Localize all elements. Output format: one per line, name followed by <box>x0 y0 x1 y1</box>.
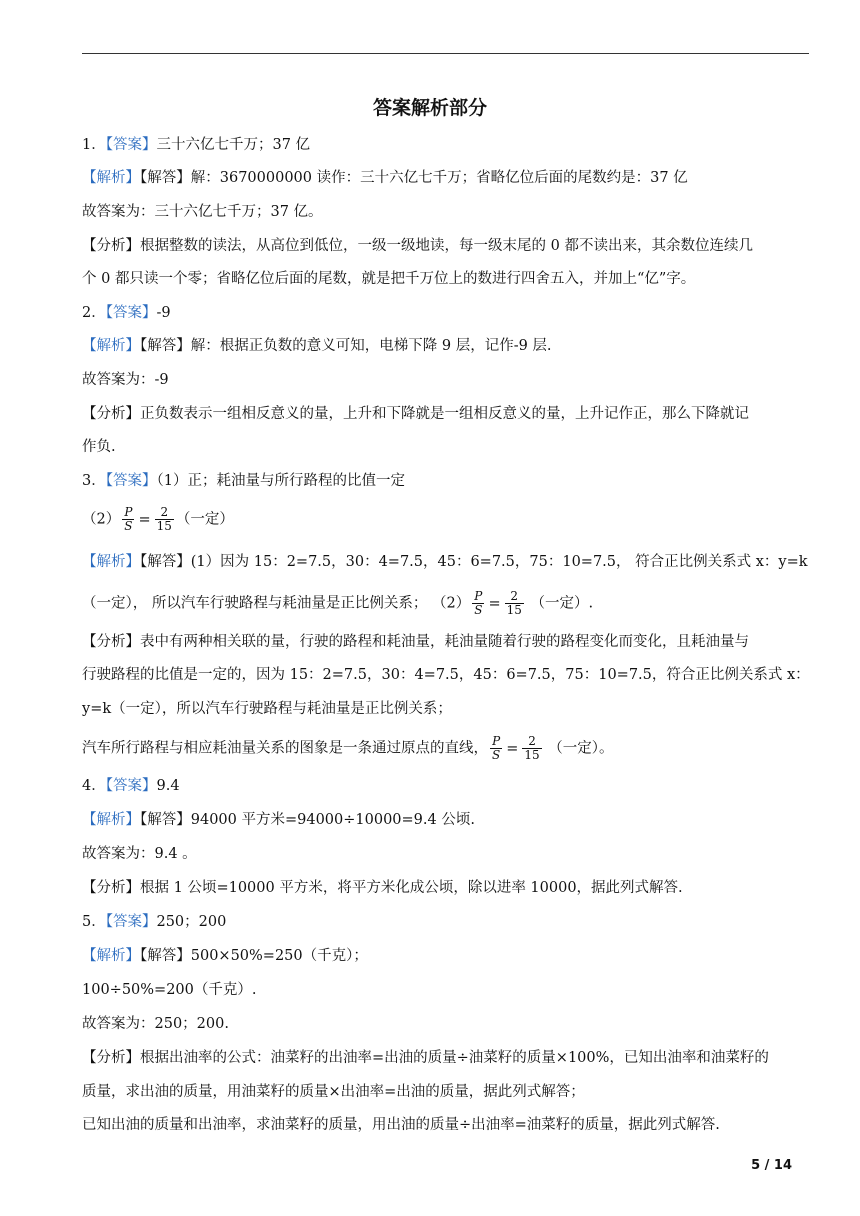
equals-sign: = <box>138 511 151 528</box>
fraction-p-over-s <box>472 590 484 617</box>
q2-jieda: 【解答】解：根据正负数的意义可知，电梯下降 9 层，记作-9 层. <box>140 338 552 354</box>
q1-jieda-line <box>82 168 688 188</box>
q3-answer-2-line <box>82 506 234 533</box>
answer-tag: 【答案】 <box>105 914 157 930</box>
q3-answer-line <box>82 471 405 491</box>
q1-number: 1． <box>82 137 106 153</box>
q5-jieda-line <box>82 946 368 966</box>
q1-analysis-1: 【分析】根据整数的读法，从高位到低位，一级一级地读，每一级末尾的 0 都不读出来，其余数位连续几 <box>82 238 753 254</box>
q3-analysis-4-line <box>82 735 614 762</box>
q3-analysis-4-prefix: 汽车所行路程与相应耗油量关系的图象是一条通过原点的直线， <box>82 740 488 757</box>
frac-numerator: 2 <box>505 590 524 604</box>
q4-answer-line <box>82 776 180 796</box>
q5-analysis-2: 质量，求出油的质量，用油菜籽的质量×出油率=出油的质量，据此列式解答； <box>82 1084 585 1100</box>
frac-denominator: S <box>492 748 501 762</box>
jiexi-tag: 【解析】 <box>82 948 140 964</box>
frac-numerator: P <box>490 735 502 749</box>
q3-analysis-4-suffix: （一定）。 <box>543 740 614 757</box>
frac-numerator: 2 <box>522 735 541 749</box>
frac-denominator: 15 <box>506 603 522 617</box>
frac-numerator: P <box>122 506 134 520</box>
q5-analysis-1: 【分析】根据出油率的公式：油菜籽的出油率=出油的质量÷油菜籽的质量×100%，已知出油率和油菜籽的 <box>82 1050 769 1066</box>
q1-conclusion: 故答案为：三十六亿七千万；37 亿。 <box>82 204 323 220</box>
q5-number: 5． <box>82 914 106 930</box>
q5-conclusion: 故答案为：250；200. <box>82 1016 229 1032</box>
q3-jieda-1: 【解答】(1）因为 15：2=7.5，30：4=7.5，45：6=7.5，75：10=7.5， 符合正比例关系式 x：y=k <box>140 554 808 570</box>
q4-conclusion: 故答案为：9.4 。 <box>82 846 197 862</box>
answer-tag: 【答案】 <box>105 137 157 153</box>
q4-number: 4． <box>82 778 106 794</box>
jiexi-tag: 【解析】 <box>82 338 140 354</box>
q3-jieda-line <box>82 552 808 572</box>
q3-answer-2-suffix: （一定） <box>175 511 234 528</box>
q3-jieda-2-prefix: （一定）， 所以汽车行驶路程与耗油量是正比例关系； （2） <box>82 595 471 612</box>
q1-answer-line <box>82 135 310 155</box>
fraction-2-over-15 <box>505 590 524 617</box>
q5-jieda: 【解答】500×50%=250（千克）； <box>140 948 368 964</box>
fraction-p-over-s <box>490 735 502 762</box>
q2-answer-line <box>82 303 171 323</box>
jiexi-tag: 【解析】 <box>82 812 140 828</box>
q3-jieda-2-suffix: （一定）. <box>525 595 594 612</box>
q3-analysis-1: 【分析】表中有两种相关联的量，行驶的路程和耗油量，耗油量随着行驶的路程变化而变化，且耗油量与 <box>82 634 749 650</box>
q2-analysis-2: 作负. <box>82 439 116 455</box>
q5-line-2: 100÷50%=200（千克）. <box>82 982 257 998</box>
fraction-p-over-s <box>122 506 134 533</box>
frac-numerator: P <box>472 590 484 604</box>
q4-answer: 9.4 <box>156 778 180 794</box>
answer-tag: 【答案】 <box>105 778 157 794</box>
q5-answer: 250；200 <box>156 914 227 930</box>
q4-jieda: 【解答】94000 平方米=94000÷10000=9.4 公顷. <box>140 812 475 828</box>
frac-denominator: 15 <box>156 519 172 533</box>
frac-numerator: 2 <box>155 506 174 520</box>
frac-denominator: S <box>474 603 483 617</box>
q3-analysis-2: 行驶路程的比值是一定的，因为 15：2=7.5，30：4=7.5，45：6=7.5，75：10=7.5，符合正比例关系式 x： <box>82 667 810 683</box>
jiexi-tag: 【解析】 <box>82 170 140 186</box>
q4-analysis: 【分析】根据 1 公顷=10000 平方米，将平方米化成公顷，除以进率 10000，据此列式解答. <box>82 880 683 896</box>
q3-number: 3． <box>82 473 106 489</box>
frac-denominator: 15 <box>524 748 540 762</box>
q3-jieda-2-line <box>82 590 593 617</box>
q4-jieda-line <box>82 810 475 830</box>
header-rule <box>82 53 809 54</box>
equals-sign: = <box>506 740 519 757</box>
page-number: 5 / 14 <box>751 1158 792 1173</box>
equals-sign: = <box>488 595 501 612</box>
fraction-2-over-15 <box>155 506 174 533</box>
q1-analysis-2: 个 0 都只读一个零；省略亿位后面的尾数，就是把千万位上的数进行四舍五入，并加上“亿”字。 <box>82 271 696 287</box>
q3-answer-2-prefix: （2） <box>82 511 121 528</box>
jiexi-tag: 【解析】 <box>82 554 140 570</box>
page-title: 答案解析部分 <box>372 97 487 119</box>
q2-conclusion: 故答案为：-9 <box>82 372 169 388</box>
answer-tag: 【答案】 <box>105 305 157 321</box>
q2-jieda-line <box>82 336 552 356</box>
q5-analysis-3: 已知出油的质量和出油率，求油菜籽的质量，用出油的质量÷出油率=油菜籽的质量，据此列式解答. <box>82 1117 720 1133</box>
q3-analysis-3: y=k（一定），所以汽车行驶路程与耗油量是正比例关系； <box>82 701 452 717</box>
q2-answer: -9 <box>156 305 171 321</box>
q1-jieda: 【解答】解：3670000000 读作：三十六亿七千万；省略亿位后面的尾数约是：37 亿 <box>140 170 688 186</box>
answer-tag: 【答案】 <box>105 473 157 489</box>
fraction-2-over-15 <box>522 735 541 762</box>
q1-answer: 三十六亿七千万；37 亿 <box>156 137 311 153</box>
q2-analysis-1: 【分析】正负数表示一组相反意义的量，上升和下降就是一组相反意义的量，上升记作正，那么下降就记 <box>82 406 749 422</box>
q3-answer-1: （1）正；耗油量与所行路程的比值一定 <box>156 473 405 489</box>
q2-number: 2． <box>82 305 106 321</box>
q5-answer-line <box>82 912 226 932</box>
frac-denominator: S <box>124 519 133 533</box>
